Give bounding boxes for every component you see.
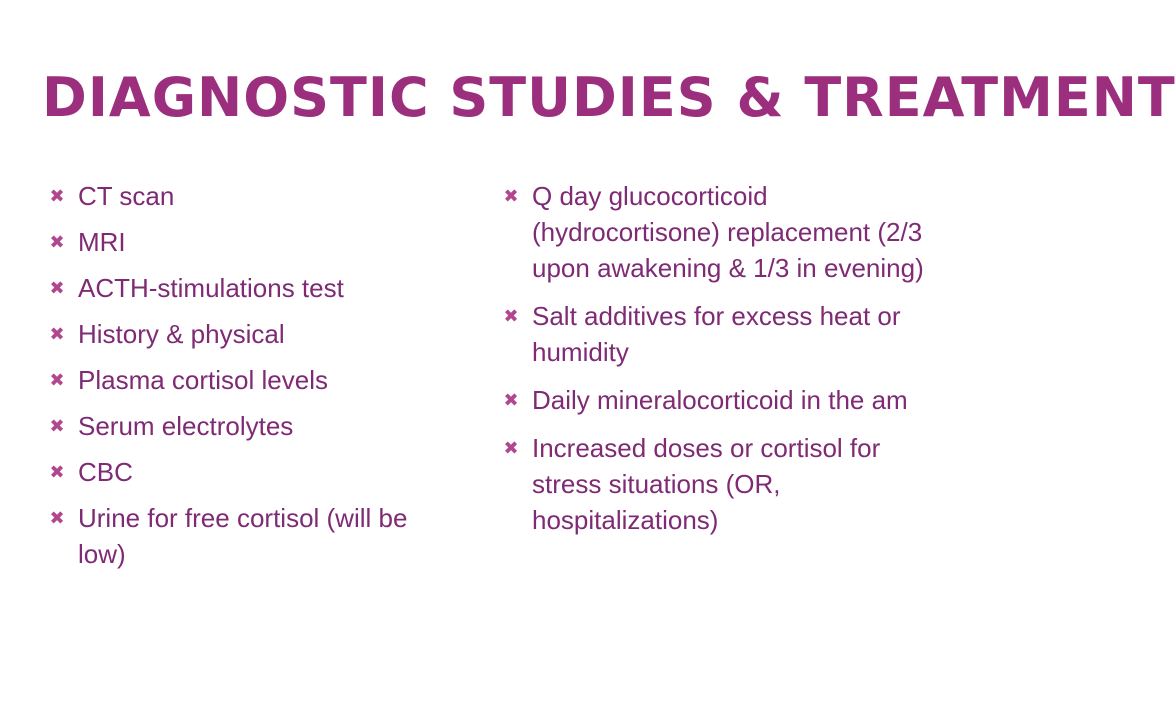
list-item [48,178,458,214]
list-item-text: MRI [78,227,126,257]
x-mark-icon: ✖ [49,278,65,298]
list-item [48,500,458,572]
x-mark-icon: ✖ [503,306,519,326]
list-item [48,454,458,490]
list-item [48,316,458,352]
x-mark-icon: ✖ [503,390,519,410]
x-mark-icon: ✖ [49,324,65,344]
x-mark-icon: ✖ [49,462,65,482]
list-item [502,178,932,286]
x-mark-icon: ✖ [49,232,65,252]
list-item-text: Daily mineralocorticoid in the am [532,385,908,415]
diagnostic-studies-list [48,178,458,582]
x-mark-icon: ✖ [503,186,519,206]
list-item [48,408,458,444]
x-mark-icon: ✖ [49,416,65,436]
list-item-text: History & physical [78,319,285,349]
x-mark-icon: ✖ [49,370,65,390]
list-item [502,382,932,418]
list-item-text: Urine for free cortisol (will be low) [78,503,408,569]
list-item-text: CBC [78,457,133,487]
list-item [48,224,458,260]
list-item-text: Q day glucocorticoid (hydrocortisone) replacement (2/3 upon awakening & 1/3 in evening) [532,181,924,283]
slide-title: DIAGNOSTIC STUDIES & TREATMENT [42,66,1176,129]
list-item-text: Increased doses or cortisol for stress situations (OR, hospitalizations) [532,433,881,535]
x-mark-icon: ✖ [49,508,65,528]
list-item [502,298,932,370]
list-item-text: Serum electrolytes [78,411,294,441]
list-item [48,270,458,306]
x-mark-icon: ✖ [49,186,65,206]
list-item-text: CT scan [78,181,175,211]
list-item [48,362,458,398]
list-item-text: Salt additives for excess heat or humidity [532,301,901,367]
list-item-text: ACTH-stimulations test [78,273,344,303]
list-item-text: Plasma cortisol levels [78,365,328,395]
treatment-list [502,178,932,550]
x-mark-icon: ✖ [503,438,519,458]
list-item [502,430,932,538]
